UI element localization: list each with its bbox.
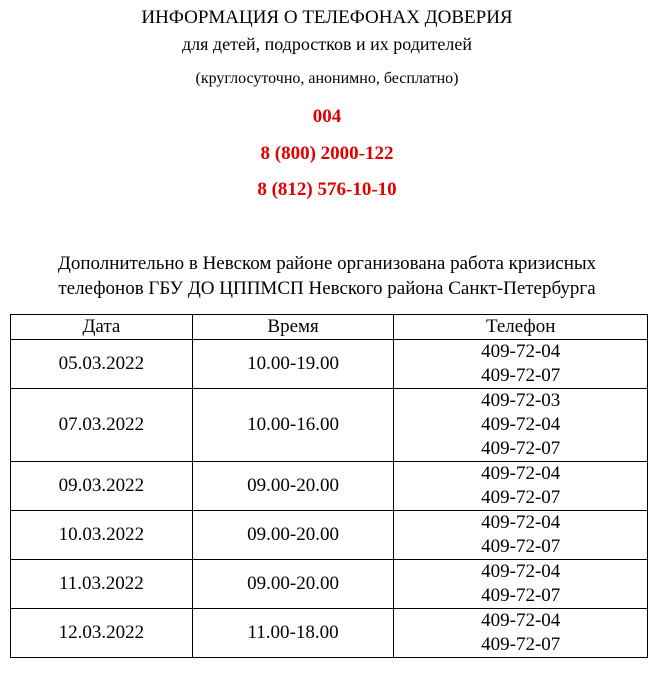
cell-date: 05.03.2022 xyxy=(11,340,193,389)
phone-number: 409-72-07 xyxy=(481,365,561,386)
hotline-phone-federal: 8 (800) 2000-122 xyxy=(260,143,394,164)
cell-time: 10.00-19.00 xyxy=(192,340,394,389)
table-row xyxy=(11,462,648,511)
column-header-phone: Телефон xyxy=(394,315,648,340)
intro-text-line-1: Дополнительно в Невском районе организована работа кризисных xyxy=(57,253,597,274)
phone-number: 409-72-07 xyxy=(481,634,561,655)
phone-number: 409-72-04 xyxy=(481,341,561,362)
phone-number: 409-72-07 xyxy=(481,585,561,606)
availability-note: (круглосуточно, анонимно, бесплатно) xyxy=(195,70,459,87)
cell-time: 10.00-16.00 xyxy=(192,389,394,462)
table-row xyxy=(11,560,648,609)
phone-number: 409-72-07 xyxy=(481,536,561,557)
hotline-phone-short: 004 xyxy=(312,106,342,127)
cell-phones xyxy=(394,389,648,462)
cell-date: 07.03.2022 xyxy=(11,389,193,462)
cell-time: 09.00-20.00 xyxy=(192,511,394,560)
cell-time: 09.00-20.00 xyxy=(192,560,394,609)
cell-date: 11.03.2022 xyxy=(11,560,193,609)
phone-number: 409-72-03 xyxy=(481,390,561,411)
cell-date: 10.03.2022 xyxy=(11,511,193,560)
table-row xyxy=(11,389,648,462)
table-row xyxy=(11,340,648,389)
table-row xyxy=(11,511,648,560)
table-body xyxy=(11,340,648,658)
phone-number: 409-72-07 xyxy=(481,487,561,508)
cell-date: 09.03.2022 xyxy=(11,462,193,511)
cell-phones xyxy=(394,609,648,658)
phone-number: 409-72-07 xyxy=(481,438,561,459)
phone-number: 409-72-04 xyxy=(481,610,561,631)
table-header-row xyxy=(11,315,648,340)
intro-text-line-2: телефонов ГБУ ДО ЦППМСП Невского района Санкт-Петербурга xyxy=(58,278,596,299)
cell-date: 12.03.2022 xyxy=(11,609,193,658)
crisis-phones-table xyxy=(10,314,648,658)
phone-number: 409-72-04 xyxy=(481,561,561,582)
column-header-time: Время xyxy=(192,315,394,340)
phone-number: 409-72-04 xyxy=(481,463,561,484)
column-header-date: Дата xyxy=(11,315,193,340)
cell-time: 11.00-18.00 xyxy=(192,609,394,658)
cell-time: 09.00-20.00 xyxy=(192,462,394,511)
hotline-phone-city: 8 (812) 576-10-10 xyxy=(257,179,397,200)
cell-phones xyxy=(394,462,648,511)
phone-number: 409-72-04 xyxy=(481,512,561,533)
table-row xyxy=(11,609,648,658)
cell-phones xyxy=(394,340,648,389)
cell-phones xyxy=(394,511,648,560)
page-subtitle: для детей, подростков и их родителей xyxy=(182,34,472,54)
cell-phones xyxy=(394,560,648,609)
page-title: ИНФОРМАЦИЯ О ТЕЛЕФОНАХ ДОВЕРИЯ xyxy=(141,7,513,28)
phone-number: 409-72-04 xyxy=(481,414,561,435)
